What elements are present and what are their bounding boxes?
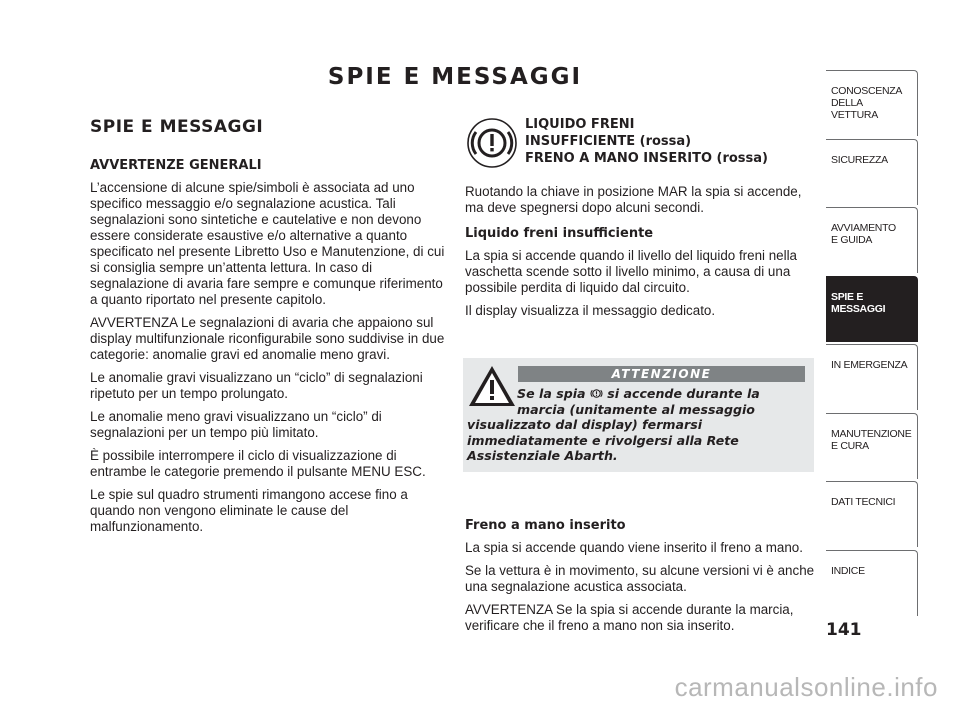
title-line: FRENO A MANO INSERITO (rossa): [525, 151, 768, 166]
paragraph: Le spie sul quadro strumenti rimangono accese fino a quando non vengono eliminate le cause del malfunzionamento.: [90, 487, 408, 534]
brake-warning-icon: [465, 116, 519, 170]
tab-indice[interactable]: INDICE: [826, 550, 918, 616]
paragraph: Le anomalie gravi visualizzano un “ciclo” di segnalazioni ripetuto per un tempo prolungato.: [90, 370, 423, 401]
watermark: carmanualsonline.info: [674, 672, 938, 702]
handbrake-section: [465, 508, 815, 641]
handbrake-heading: Freno a mano inserito: [465, 518, 626, 533]
paragraph: La spia si accende quando viene inserito il freno a mano.: [465, 540, 803, 555]
tab-in-emergenza[interactable]: IN EMERGENZA: [826, 344, 918, 410]
brake-fluid-heading: Liquido freni insufficiente: [465, 226, 654, 241]
paragraph: AVVERTENZA Le segnalazioni di avaria che appaiono sul display multifunzionale riconfigurabile sono suddivise in due categorie: anomalie gravi ed anomalie meno gravi.: [90, 315, 445, 362]
warning-text: [467, 386, 807, 464]
inline-brake-icon: [590, 387, 603, 400]
paragraph: Il display visualizza il messaggio dedicato.: [465, 303, 716, 318]
tab-avviamento-guida[interactable]: AVVIAMENTO E GUIDA: [826, 207, 918, 273]
right-column: [465, 116, 815, 326]
page-number: 141: [826, 620, 862, 640]
paragraph: Se la vettura è in movimento, su alcune versioni vi è anche una segnalazione acustica associata.: [465, 563, 815, 594]
page-title: SPIE E MESSAGGI: [327, 64, 583, 90]
title-line: LIQUIDO FRENI: [525, 117, 635, 132]
section-heading: SPIE E MESSAGGI: [90, 117, 264, 137]
tab-manutenzione-cura[interactable]: MANUTENZIONE E CURA: [826, 413, 918, 479]
intro-paragraph: Ruotando la chiave in posizione MAR la spia si accende, ma deve spegnersi dopo alcuni secondi.: [465, 184, 802, 215]
tab-sicurezza[interactable]: SICUREZZA: [826, 139, 918, 205]
tab-conoscenza-vettura[interactable]: CONOSCENZA DELLA VETTURA: [826, 70, 918, 136]
tab-spie-messaggi[interactable]: SPIE E MESSAGGI: [826, 276, 918, 342]
title-line: INSUFFICIENTE (rossa): [525, 134, 692, 149]
warning-text-start: Se la spia: [517, 386, 590, 401]
brake-warning-header: [465, 116, 815, 174]
paragraph: L’accensione di alcune spie/simboli è associata ad uno specifico messaggio e/o segnalazione acustica. Tali segnalazioni sono sintetiche e cautelative e non devono essere considerate esaustive e/o alternative a quanto specificato nel presente Libretto Uso e Manutenzione, di cui si consiglia sempre un’attenta lettura. In caso di segnalazione di avaria fare sempre e comunque riferimento a quanto riportato nel presente capitolo.: [90, 180, 445, 307]
general-warnings-heading: AVVERTENZE GENERALI: [90, 158, 262, 173]
warning-box: [463, 358, 814, 472]
paragraph: Le anomalie meno gravi visualizzano un “ciclo” di segnalazioni per un tempo più limitato.: [90, 409, 382, 440]
tab-dati-tecnici[interactable]: DATI TECNICI: [826, 481, 918, 547]
warning-text-end: si accende durante la marcia (unitamente al messaggio visualizzato dal display) fermarsi immediatamente e rivolgersi alla Rete Assistenziale Abarth.: [467, 386, 760, 464]
left-column: [90, 116, 445, 542]
paragraph: AVVERTENZA Se la spia si accende durante la marcia, verificare che il freno a mano non sia inserito.: [465, 602, 794, 633]
chapter-tabs: [826, 70, 918, 618]
brake-warning-title: [525, 116, 768, 167]
paragraph: La spia si accende quando il livello del liquido freni nella vaschetta scende sotto il livello minimo, a causa di una possibile perdita di liquido dal circuito.: [465, 248, 798, 295]
paragraph: È possibile interrompere il ciclo di visualizzazione di entrambe le categorie premendo il pulsante MENU ESC.: [90, 448, 426, 479]
warning-banner: ATTENZIONE: [518, 366, 805, 382]
